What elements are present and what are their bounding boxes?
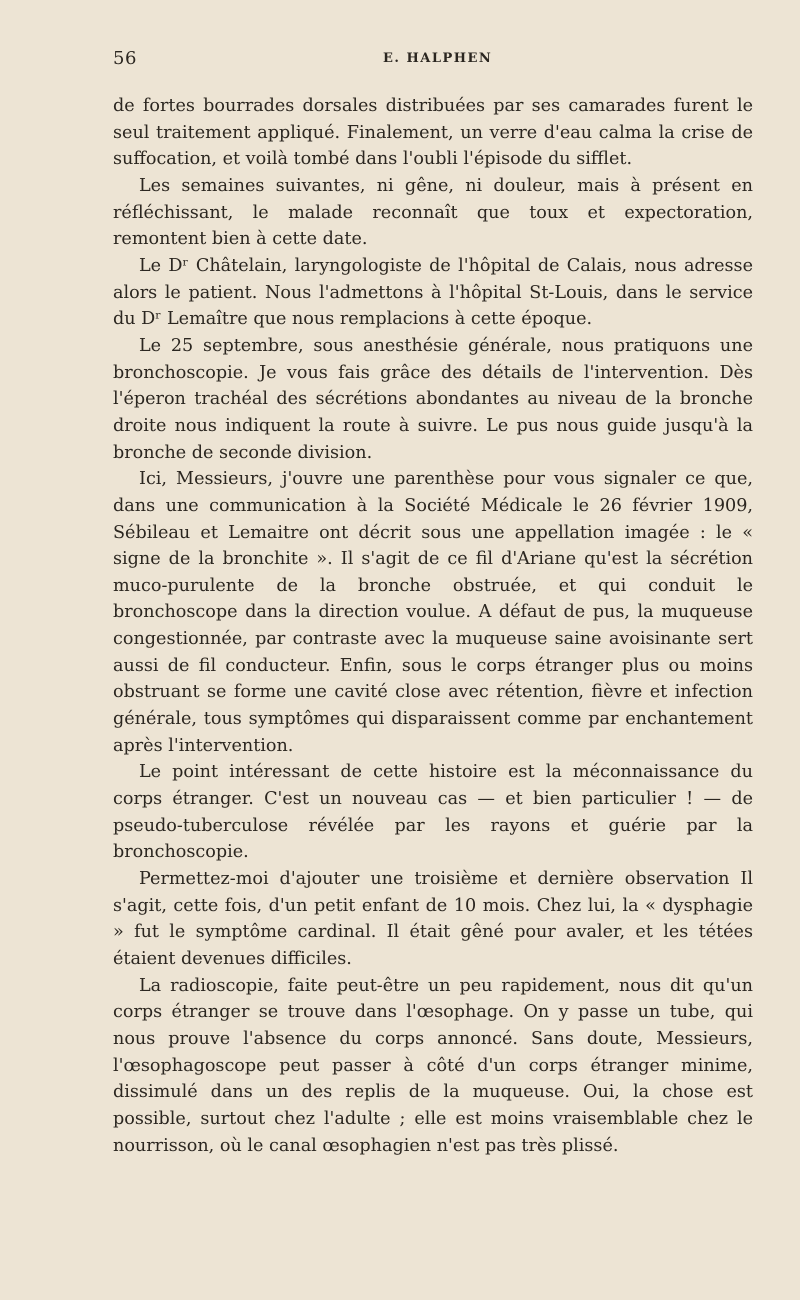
paragraph: Ici, Messieurs, j'ouvre une parenthèse pour vous signaler ce que, dans une communication à la Société Médicale le 26 février 1909, Sébileau et Lemaitre ont décrit sous une appellation imagée : le « signe de la bronchite ». Il s'agit de ce fil d'Ariane qu'est la sécrétion muco-purulente de la bronche obstruée, et qui conduit le bronchoscope dans la direction voulue. A défaut de pus, la muqueuse congestionnée, par contraste avec la muqueuse saine avoisinante sert aussi de fil conducteur. Enfin, sous le corps étranger plus ou moins obstruant se forme une cavité close avec rétention, fièvre et infection générale, tous symptômes qui disparaissent comme par enchantement après l'intervention. [113, 469, 753, 756]
paragraph: Le 25 septembre, sous anesthésie générale, nous pratiquons une bronchoscopie. Je vous fais grâce des détails de l'intervention. Dès l'éperon trachéal des sécrétions abondantes au niveau de la bronche droite nous indiquent la route à suivre. Le pus nous guide jusqu'à la bronche de seconde division. [113, 335, 753, 463]
paragraph: de fortes bourrades dorsales distribuées par ses camarades furent le seul traitement appliqué. Finalement, un verre d'eau calma la crise de suffocation, et voilà tombé dans l'oubli l'épisode du sifflet. [113, 96, 753, 170]
paragraph: Les semaines suivantes, ni gêne, ni douleur, mais à présent en réfléchissant, le malade reconnaît que toux et expectoration, remontent bien à cette date. [113, 175, 753, 250]
paragraph: La radioscopie, faite peut-être un peu rapidement, nous dit qu'un corps étranger se trouve dans l'œsophage. On y passe un tube, qui nous prouve l'absence du corps annoncé. Sans doute, Messieurs, l'œsophagoscope peut passer à côté d'un corps étranger minime, dissimulé dans un des replis de la muqueuse. Oui, la chose est possible, surtout chez l'adulte ; elle est moins vraisemblable chez le nourrisson, où le canal œsophagien n'est pas très plissé. [113, 975, 753, 1156]
body-text [113, 93, 753, 1159]
running-head: E. HALPHEN [383, 51, 493, 66]
paragraph: Le Dʳ Châtelain, laryngologiste de l'hôpital de Calais, nous adresse alors le patient. Nous l'admettons à l'hôpital St-Louis, dans le service du Dʳ Lemaître que nous remplacions à cette époque. [113, 255, 753, 330]
paragraph: Permettez-moi d'ajouter une troisième et dernière observation Il s'agit, cette fois, d'un petit enfant de 10 mois. Chez lui, la « dysphagie » fut le symptôme cardinal. Il était gêné pour avaler, et les tétées étaient devenues difficiles. [113, 869, 753, 969]
paragraph: Le point intéressant de cette histoire est la méconnaissance du corps étranger. C'est un nouveau cas — et bien particulier ! — de pseudo-tuberculose révélée par les rayons et guérie par la bronchoscopie. [113, 762, 753, 863]
page-header [113, 48, 753, 72]
page-number: 56 [113, 48, 137, 69]
